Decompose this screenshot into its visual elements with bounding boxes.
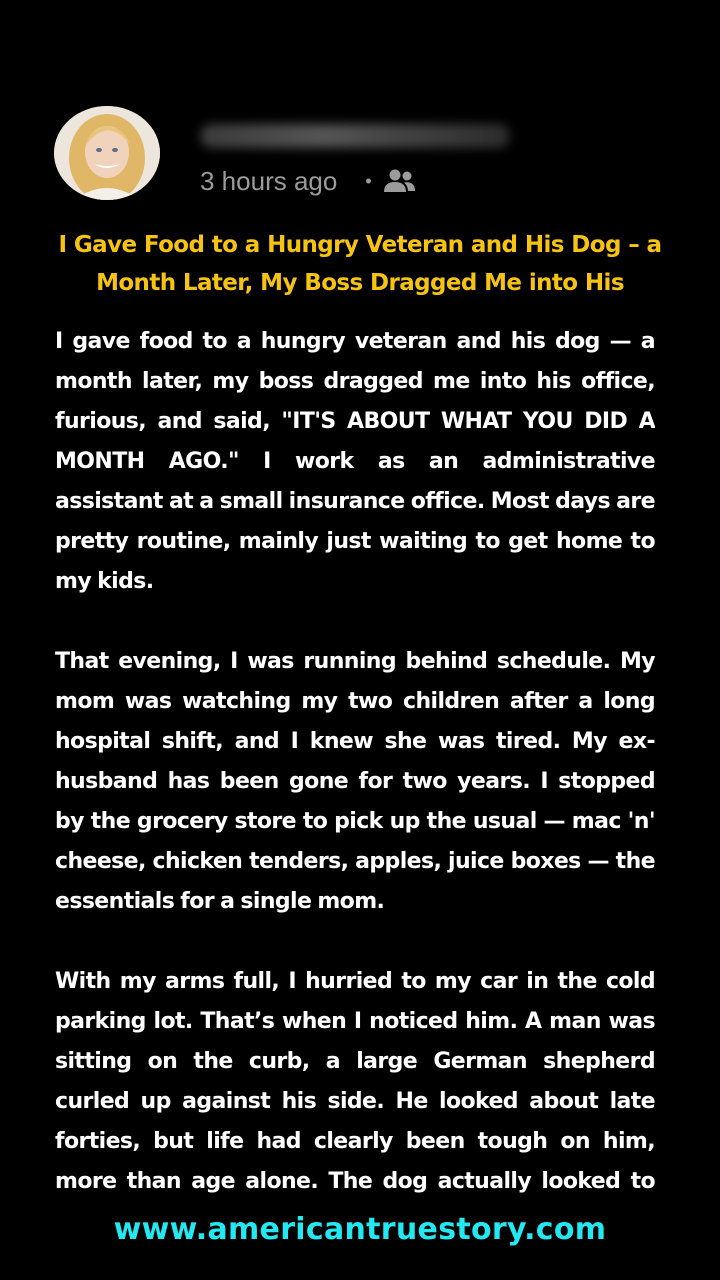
article-paragraph: With my arms full, I hurried to my car in the cold parking lot. That’s when I noticed him. A man was sitting on the curb, a large German shepherd curled up against his side. He looked about late forties, but life had clearly been tough on him, more than age alone. The dog actually looked to	[55, 969, 655, 1194]
post-meta	[200, 164, 416, 198]
avatar[interactable]	[54, 106, 160, 200]
post-timestamp[interactable]: 3 hours ago	[200, 165, 338, 196]
website-link[interactable]: www.americantruestory.com	[113, 1212, 607, 1247]
post-header	[54, 106, 666, 202]
article-title: I Gave Food to a Hungry Veteran and His Dog – a Month Later, My Boss Dragged Me into His	[58, 232, 662, 296]
article-paragraph: I gave food to a hungry veteran and his dog — a month later, my boss dragged me into his office, furious, and said, "IT'S ABOUT WHAT YOU DID A MONTH AGO." I work as an administrative assistant at a small insurance office. Most days are pretty routine, mainly just waiting to get home to my kids.	[55, 329, 655, 594]
author-name[interactable]	[200, 124, 510, 148]
meta-separator: •	[365, 170, 372, 191]
avatar-image	[54, 106, 160, 200]
people-icon[interactable]	[382, 168, 416, 194]
article-paragraph: That evening, I was running behind schedule. My mom was watching my two children after a long hospital shift, and I knew she was tired. My ex-husband has been gone for two years. I stopped by the grocery store to pick up the usual — mac 'n' cheese, chicken tenders, apples, juice boxes — the essentials for a single mom.	[55, 649, 655, 914]
article-body	[55, 322, 655, 1202]
